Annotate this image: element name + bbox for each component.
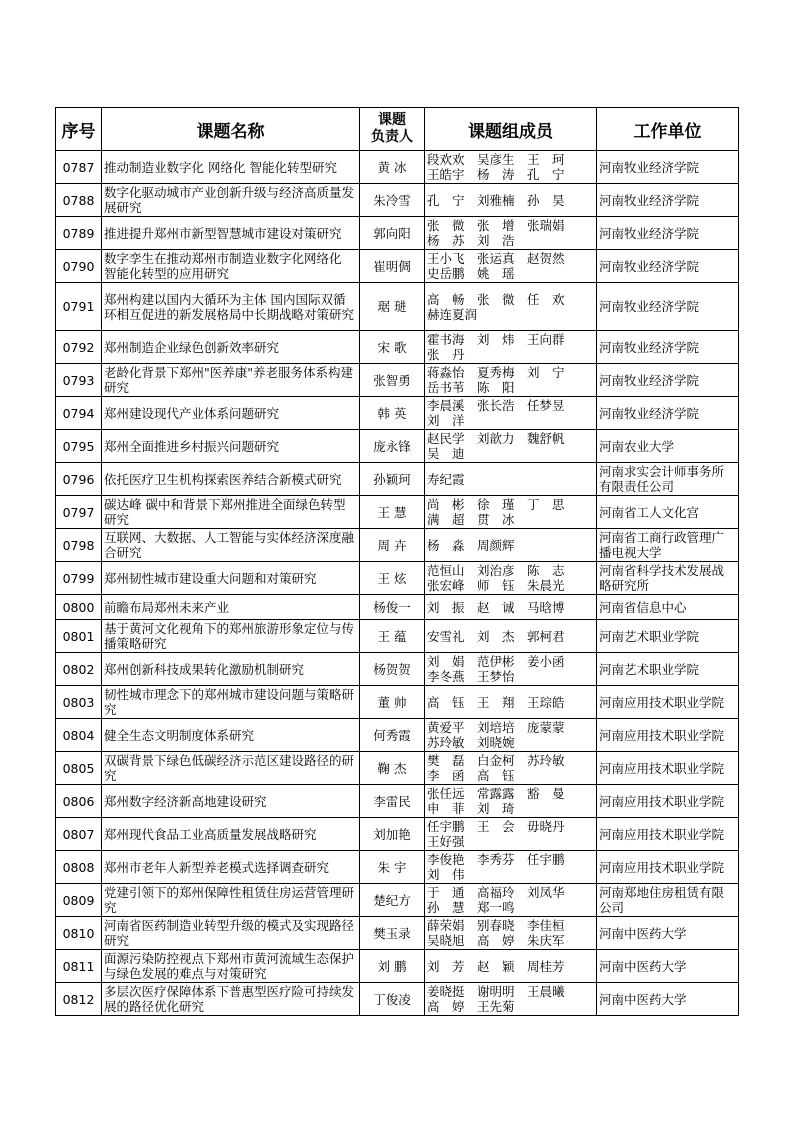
cell-team-members: 高 钰 王 翔 王琮皓 xyxy=(425,686,597,719)
cell-project-leader: 王 蕴 xyxy=(360,620,425,653)
cell-project-leader: 丁俊凌 xyxy=(360,983,425,1016)
cell-project-title: 郑州数字经济新高地建设研究 xyxy=(102,785,360,818)
cell-project-leader: 杨贺贺 xyxy=(360,653,425,686)
cell-project-leader: 楚纪方 xyxy=(360,884,425,917)
cell-team-members: 张 微 张 增 张瑞娟 杨 苏 刘 浩 xyxy=(425,217,597,250)
cell-team-members: 任宇鹏 王 会 毋晓丹 王好强 xyxy=(425,818,597,851)
cell-project-title: 数字化驱动城市产业创新升级与经济高质量发展研究 xyxy=(102,184,360,217)
cell-project-leader: 周 卉 xyxy=(360,529,425,562)
cell-project-leader: 郭向阳 xyxy=(360,217,425,250)
table-row xyxy=(56,620,739,653)
cell-work-unit: 河南省信息中心 xyxy=(597,595,739,620)
cell-project-title: 郑州市老年人新型养老模式选择调查研究 xyxy=(102,851,360,884)
table-row xyxy=(56,595,739,620)
cell-team-members: 尚 彬 徐 瑾 丁 思 满 超 贯 冰 xyxy=(425,496,597,529)
cell-serial-number: 0789 xyxy=(56,217,102,250)
cell-project-title: 郑州全面推进乡村振兴问题研究 xyxy=(102,430,360,463)
cell-serial-number: 0801 xyxy=(56,620,102,653)
table-row xyxy=(56,917,739,950)
cell-serial-number: 0812 xyxy=(56,983,102,1016)
cell-team-members: 孔 宁 刘雅楠 孙 昊 xyxy=(425,184,597,217)
table-row xyxy=(56,397,739,430)
cell-serial-number: 0803 xyxy=(56,686,102,719)
cell-work-unit: 河南牧业经济学院 xyxy=(597,397,739,430)
cell-work-unit: 河南牧业经济学院 xyxy=(597,364,739,397)
table-row xyxy=(56,719,739,752)
table-row xyxy=(56,653,739,686)
table-row xyxy=(56,283,739,331)
cell-project-title: 推动制造业数字化 网络化 智能化转型研究 xyxy=(102,151,360,184)
table-row xyxy=(56,983,739,1016)
cell-project-leader: 孙颖珂 xyxy=(360,463,425,496)
cell-project-title: 郑州制造企业绿色创新效率研究 xyxy=(102,331,360,364)
header-team-members: 课题组成员 xyxy=(425,108,597,151)
cell-work-unit: 河南应用技术职业学院 xyxy=(597,686,739,719)
table-row xyxy=(56,818,739,851)
cell-team-members: 高 畅 张 微 任 欢 赫连夏润 xyxy=(425,283,597,331)
cell-serial-number: 0800 xyxy=(56,595,102,620)
header-project-title: 课题名称 xyxy=(102,108,360,151)
cell-serial-number: 0793 xyxy=(56,364,102,397)
table-row xyxy=(56,752,739,785)
cell-project-title: 多层次医疗保障体系下普惠型医疗险可持续发展的路径优化研究 xyxy=(102,983,360,1016)
table-row xyxy=(56,851,739,884)
cell-serial-number: 0807 xyxy=(56,818,102,851)
cell-project-title: 前瞻布局郑州未来产业 xyxy=(102,595,360,620)
cell-serial-number: 0795 xyxy=(56,430,102,463)
cell-team-members: 黄爱平 刘培培 庞蒙蒙 苏玲敏 刘晓婉 xyxy=(425,719,597,752)
cell-team-members: 姜晓挺 谢明明 王晨曦 高 婷 王先菊 xyxy=(425,983,597,1016)
cell-team-members: 段欢欢 吴彦生 王 珂 王皓宇 杨 涛 孔 宁 xyxy=(425,151,597,184)
cell-work-unit: 河南牧业经济学院 xyxy=(597,151,739,184)
cell-project-leader: 庞永锋 xyxy=(360,430,425,463)
cell-project-leader: 朱冷雪 xyxy=(360,184,425,217)
cell-project-leader: 董 帅 xyxy=(360,686,425,719)
table-row xyxy=(56,562,739,595)
cell-work-unit: 河南应用技术职业学院 xyxy=(597,719,739,752)
cell-project-leader: 王 慧 xyxy=(360,496,425,529)
cell-serial-number: 0811 xyxy=(56,950,102,983)
table-row xyxy=(56,950,739,983)
cell-work-unit: 河南应用技术职业学院 xyxy=(597,785,739,818)
table-row xyxy=(56,331,739,364)
cell-team-members: 于 通 高福玲 刘凤华 孙 慧 郑一鸣 xyxy=(425,884,597,917)
cell-project-leader: 崔明倜 xyxy=(360,250,425,283)
cell-work-unit: 河南中医药大学 xyxy=(597,917,739,950)
table-body xyxy=(56,151,739,1016)
cell-serial-number: 0791 xyxy=(56,283,102,331)
table-row xyxy=(56,184,739,217)
cell-team-members: 王小飞 张运真 赵贺然 史岳鹏 姚 瑶 xyxy=(425,250,597,283)
cell-project-leader: 何秀霞 xyxy=(360,719,425,752)
cell-work-unit: 河南求实会计师事务所有限责任公司 xyxy=(597,463,739,496)
cell-team-members: 李晨溪 张长浩 任梦昱 刘 洋 xyxy=(425,397,597,430)
table-row xyxy=(56,217,739,250)
table-row xyxy=(56,529,739,562)
table-row xyxy=(56,151,739,184)
cell-project-leader: 樊玉录 xyxy=(360,917,425,950)
cell-serial-number: 0806 xyxy=(56,785,102,818)
cell-project-leader: 李雷民 xyxy=(360,785,425,818)
cell-work-unit: 河南郑地住房租赁有限公司 xyxy=(597,884,739,917)
cell-team-members: 刘 芳 赵 颖 周桂芳 xyxy=(425,950,597,983)
cell-serial-number: 0805 xyxy=(56,752,102,785)
table-row xyxy=(56,430,739,463)
cell-project-leader: 宋 歌 xyxy=(360,331,425,364)
table-row xyxy=(56,785,739,818)
cell-work-unit: 河南农业大学 xyxy=(597,430,739,463)
cell-work-unit: 河南省工商行政管理广播电视大学 xyxy=(597,529,739,562)
cell-project-title: 基于黄河文化视角下的郑州旅游形象定位与传播策略研究 xyxy=(102,620,360,653)
cell-serial-number: 0802 xyxy=(56,653,102,686)
cell-team-members: 安雪礼 刘 杰 郭柯君 xyxy=(425,620,597,653)
cell-project-title: 依托医疗卫生机构探索医养结合新模式研究 xyxy=(102,463,360,496)
cell-project-leader: 杨俊一 xyxy=(360,595,425,620)
cell-project-title: 推进提升郑州市新型智慧城市建设对策研究 xyxy=(102,217,360,250)
cell-serial-number: 0790 xyxy=(56,250,102,283)
table-row xyxy=(56,884,739,917)
cell-project-leader: 刘 鹏 xyxy=(360,950,425,983)
cell-work-unit: 河南牧业经济学院 xyxy=(597,217,739,250)
cell-work-unit: 河南中医药大学 xyxy=(597,983,739,1016)
cell-serial-number: 0809 xyxy=(56,884,102,917)
cell-project-leader: 韩 英 xyxy=(360,397,425,430)
cell-project-title: 河南省医药制造业转型升级的模式及实现路径研究 xyxy=(102,917,360,950)
cell-project-leader: 王 炫 xyxy=(360,562,425,595)
cell-team-members: 刘 振 赵 诚 马晗博 xyxy=(425,595,597,620)
cell-work-unit: 河南中医药大学 xyxy=(597,950,739,983)
table-row xyxy=(56,463,739,496)
cell-project-title: 韧性城市理念下的郑州城市建设问题与策略研究 xyxy=(102,686,360,719)
cell-team-members: 杨 淼 周颜辉 xyxy=(425,529,597,562)
cell-team-members: 蒋淼怡 夏秀梅 刘 宁 岳书苇 陈 阳 xyxy=(425,364,597,397)
header-project-leader: 课题 负责人 xyxy=(360,108,425,151)
cell-serial-number: 0798 xyxy=(56,529,102,562)
table-row xyxy=(56,496,739,529)
table-row xyxy=(56,686,739,719)
cell-team-members: 张任远 常露露 豁 曼 申 菲 刘 琦 xyxy=(425,785,597,818)
cell-serial-number: 0808 xyxy=(56,851,102,884)
cell-project-title: 郑州韧性城市建设重大问题和对策研究 xyxy=(102,562,360,595)
cell-project-title: 郑州创新科技成果转化激励机制研究 xyxy=(102,653,360,686)
cell-project-leader: 黄 冰 xyxy=(360,151,425,184)
cell-serial-number: 0810 xyxy=(56,917,102,950)
cell-project-title: 互联网、大数据、人工智能与实体经济深度融合研究 xyxy=(102,529,360,562)
cell-serial-number: 0787 xyxy=(56,151,102,184)
cell-project-leader: 刘加艳 xyxy=(360,818,425,851)
cell-project-title: 郑州构建以国内大循环为主体 国内国际双循环相互促进的新发展格局中长期战略对策研究 xyxy=(102,283,360,331)
cell-project-leader: 鞠 杰 xyxy=(360,752,425,785)
table-row xyxy=(56,364,739,397)
header-work-unit: 工作单位 xyxy=(597,108,739,151)
cell-work-unit: 河南艺术职业学院 xyxy=(597,620,739,653)
cell-serial-number: 0804 xyxy=(56,719,102,752)
cell-serial-number: 0797 xyxy=(56,496,102,529)
cell-work-unit: 河南应用技术职业学院 xyxy=(597,752,739,785)
cell-project-title: 老龄化背景下郑州"医养康"养老服务体系构建研究 xyxy=(102,364,360,397)
cell-project-title: 数字孪生在推动郑州市制造业数字化网络化 智能化转型的应用研究 xyxy=(102,250,360,283)
cell-project-leader: 朱 宇 xyxy=(360,851,425,884)
cell-serial-number: 0796 xyxy=(56,463,102,496)
cell-project-title: 碳达峰 碳中和背景下郑州推进全面绿色转型研究 xyxy=(102,496,360,529)
cell-project-title: 郑州现代食品工业高质量发展战略研究 xyxy=(102,818,360,851)
cell-work-unit: 河南应用技术职业学院 xyxy=(597,851,739,884)
cell-work-unit: 河南省工人文化宫 xyxy=(597,496,739,529)
project-table xyxy=(55,107,739,1016)
cell-project-title: 健全生态文明制度体系研究 xyxy=(102,719,360,752)
cell-serial-number: 0788 xyxy=(56,184,102,217)
header-serial-number: 序号 xyxy=(56,108,102,151)
cell-team-members: 霍书海 刘 炜 王向群 张 丹 xyxy=(425,331,597,364)
table-row xyxy=(56,250,739,283)
cell-work-unit: 河南牧业经济学院 xyxy=(597,283,739,331)
cell-work-unit: 河南应用技术职业学院 xyxy=(597,818,739,851)
cell-project-title: 党建引领下的郑州保障性租赁住房运营管理研究 xyxy=(102,884,360,917)
cell-team-members: 刘 娟 范伊彬 姜小函 李冬燕 王梦怡 xyxy=(425,653,597,686)
cell-work-unit: 河南牧业经济学院 xyxy=(597,331,739,364)
cell-team-members: 范恒山 刘治彦 陈 志 张宏峰 师 钰 朱晨光 xyxy=(425,562,597,595)
cell-serial-number: 0799 xyxy=(56,562,102,595)
cell-project-title: 双碳背景下绿色低碳经济示范区建设路径的研究 xyxy=(102,752,360,785)
cell-work-unit: 河南省科学技术发展战略研究所 xyxy=(597,562,739,595)
cell-work-unit: 河南艺术职业学院 xyxy=(597,653,739,686)
cell-team-members: 李俊艳 李秀芬 任宇鹏 刘 伟 xyxy=(425,851,597,884)
cell-serial-number: 0792 xyxy=(56,331,102,364)
cell-team-members: 赵民学 刘歆力 魏舒帆 吴 迪 xyxy=(425,430,597,463)
cell-team-members: 薛荣娟 别春晓 李佳桓 吴晓旭 高 婷 朱庆军 xyxy=(425,917,597,950)
cell-team-members: 寿纪霞 xyxy=(425,463,597,496)
cell-team-members: 樊 磊 白金柯 苏玲敏 李 函 高 钰 xyxy=(425,752,597,785)
cell-project-title: 郑州建设现代产业体系问题研究 xyxy=(102,397,360,430)
cell-project-leader: 张智勇 xyxy=(360,364,425,397)
cell-project-leader: 琚 琎 xyxy=(360,283,425,331)
table-header-row xyxy=(56,108,739,151)
cell-serial-number: 0794 xyxy=(56,397,102,430)
project-list-sheet xyxy=(55,107,738,1016)
cell-project-title: 面源污染防控视点下郑州市黄河流域生态保护与绿色发展的难点与对策研究 xyxy=(102,950,360,983)
cell-work-unit: 河南牧业经济学院 xyxy=(597,250,739,283)
cell-work-unit: 河南牧业经济学院 xyxy=(597,184,739,217)
